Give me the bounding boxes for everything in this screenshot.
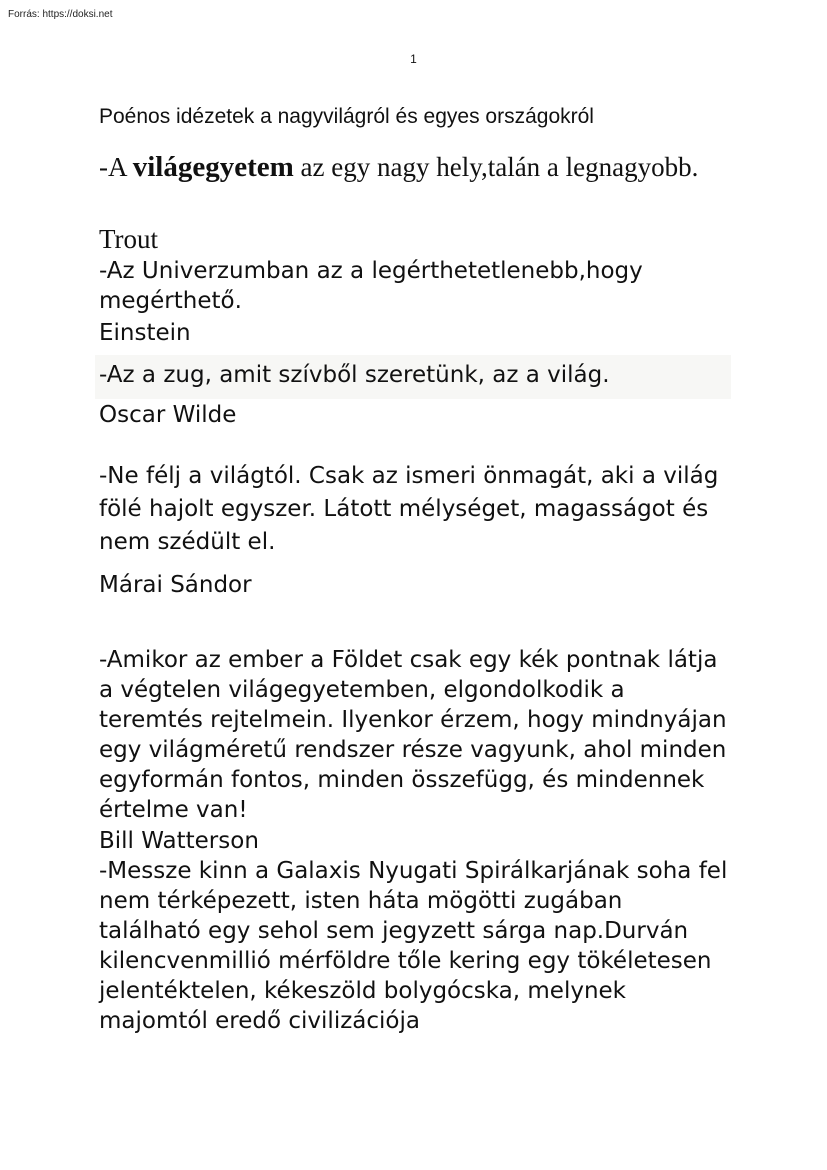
quote-5-author: Bill Watterson: [99, 828, 259, 854]
page-number: 1: [410, 52, 417, 66]
quote-4-text: -Ne félj a világtól. Csak az ismeri önmagát, aki a világ fölé hajolt egyszer. Látott mélységet, magasságot és nem szédült el.: [99, 463, 719, 555]
quote-1-text: [99, 150, 699, 185]
page-title: Poénos idézetek a nagyvilágról és egyes országokról: [99, 105, 594, 128]
source-line: Forrás: https://doksi.net: [8, 9, 113, 20]
quote-2-author: Einstein: [99, 320, 191, 346]
quote-4-author: Márai Sándor: [99, 572, 252, 598]
quote-1-rest: az egy nagy hely,talán a legnagyobb.: [293, 152, 699, 182]
quote-3-text: -Az a zug, amit szívből szeretünk, az a világ.: [99, 362, 610, 388]
quote-3-author: Oscar Wilde: [99, 402, 237, 428]
quote-5-text: -Amikor az ember a Földet csak egy kék pontnak látja a végtelen világegyetemben, elgondolkodik a teremtés rejtelmein. Ilyenkor érzem, hogy mindnyájan egy világméretű rendszer része vagyunk, ahol minden egyformán fontos, minden összefügg, és mindennek értelme van!: [99, 647, 727, 823]
quote-1-prefix: -A: [99, 152, 133, 182]
quote-2-text: -Az Univerzumban az a legérthetetlenebb,hogy megérthető.: [99, 258, 643, 314]
quote-6-text: -Messze kinn a Galaxis Nyugati Spirálkarjának soha fel nem térképezett, isten háta mögötti zugában található egy sehol sem jegyzett sárga nap.Durván kilencvenmillió mérföldre tőle kering egy tökéletesen jelentéktelen, kékeszöld bolygócska, melynek majomtól eredő civilizációja: [99, 858, 728, 1034]
quote-1-author: Trout: [99, 224, 159, 254]
quote-1-bold-word: világegyetem: [132, 151, 294, 183]
